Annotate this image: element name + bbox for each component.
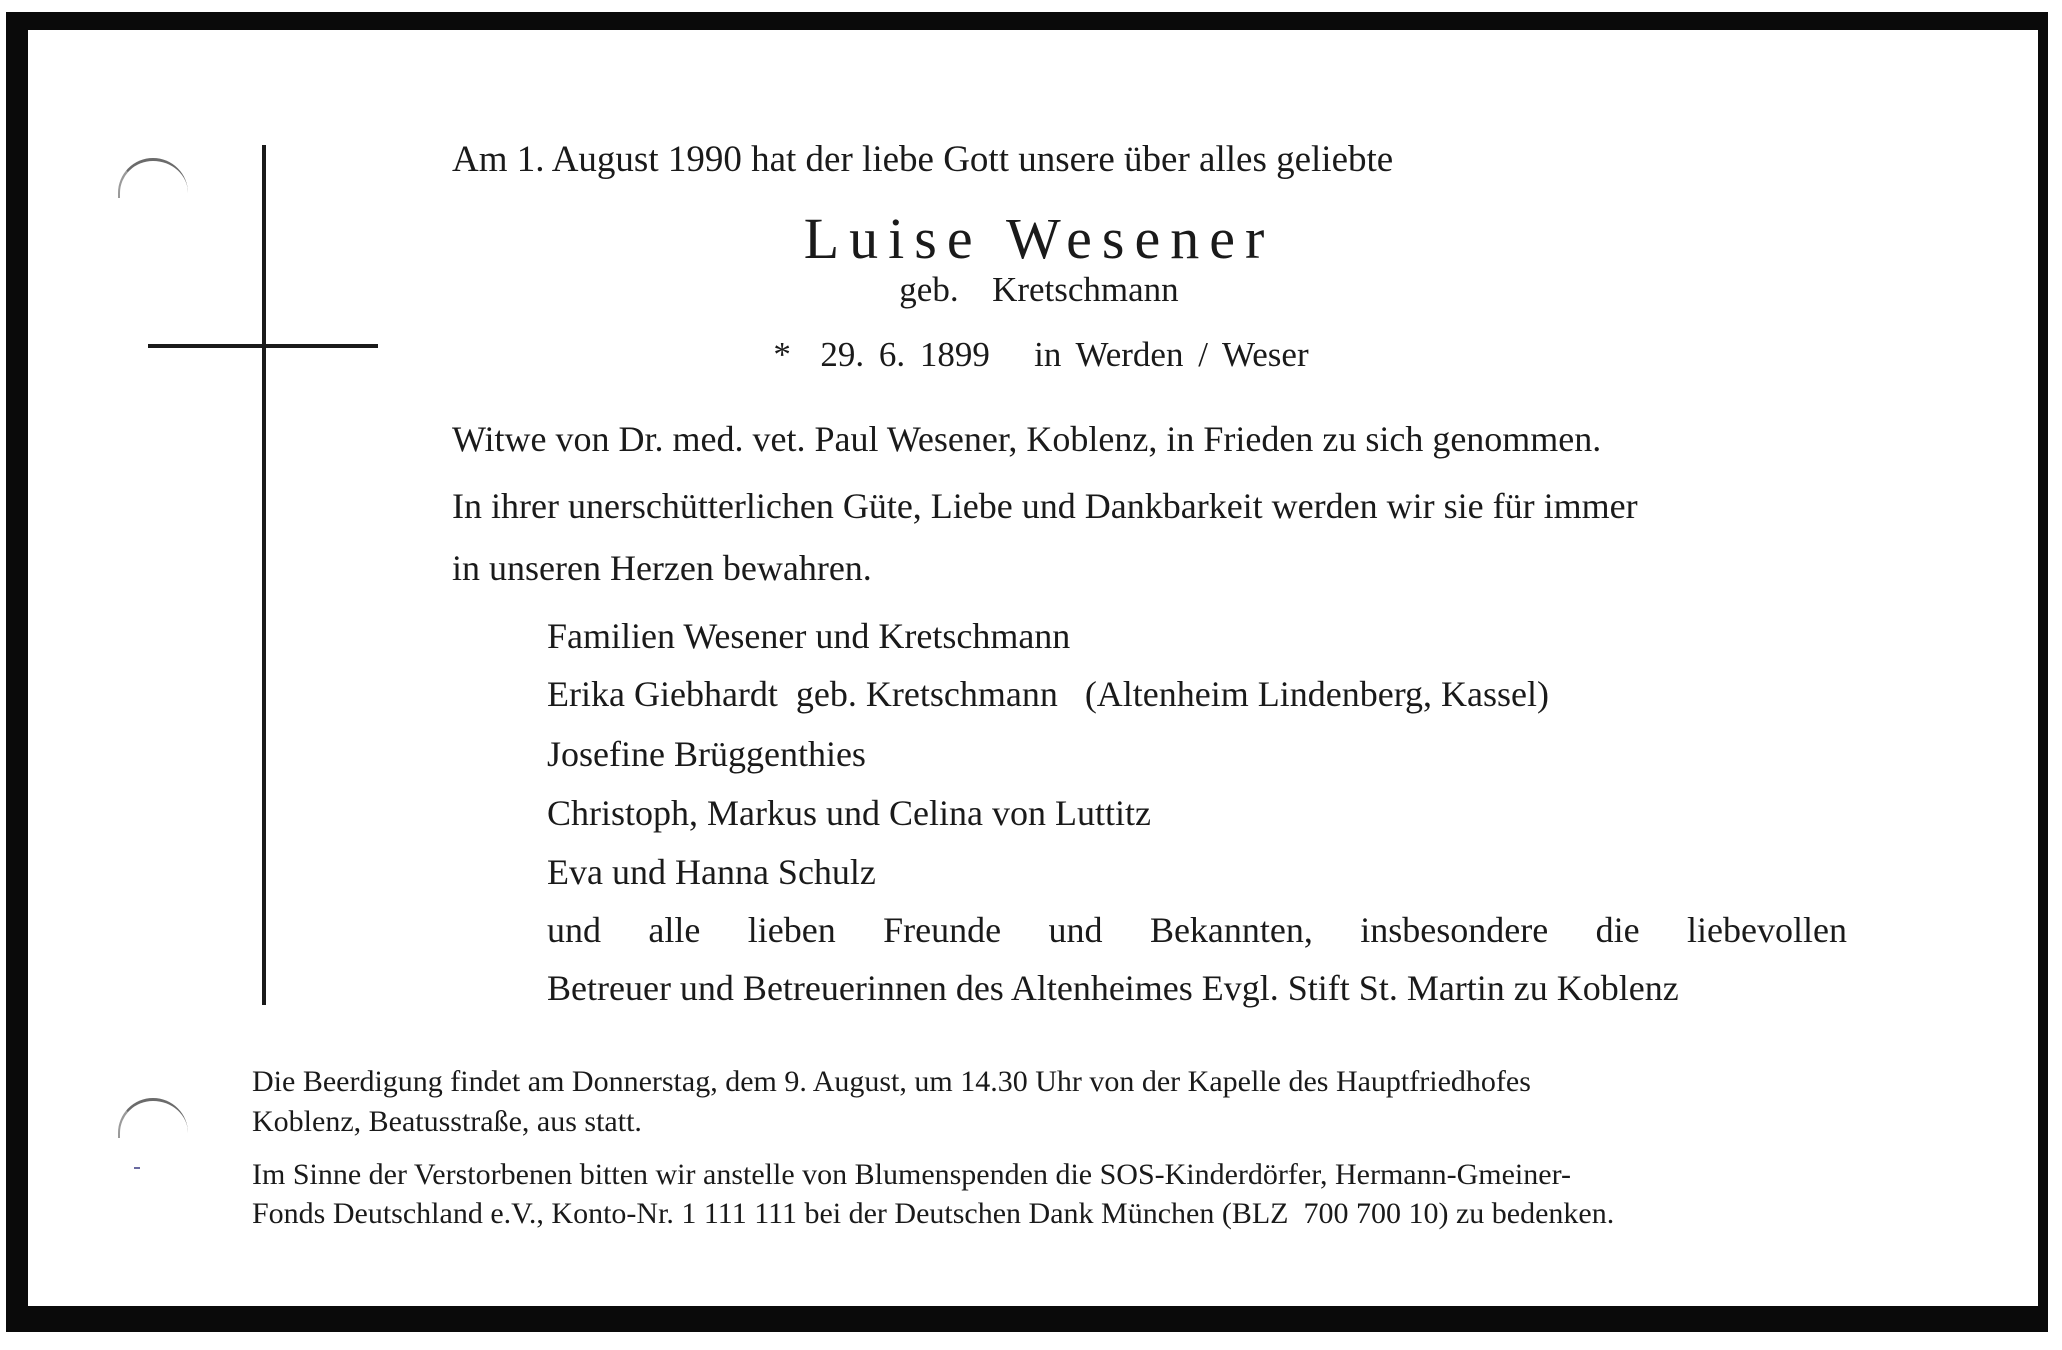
intro-text: Am 1. August 1990 hat der liebe Gott unsere über alles geliebte [452,139,1394,180]
birth-line: * 29. 6. 1899 in Werden / Weser [773,335,1309,374]
mourner-line: Erika Giebhardt geb. Kretschmann (Altenheim Lindenberg, Kassel) [547,674,1550,714]
donation-notice-line-1: Im Sinne der Verstorbenen bitten wir anstelle von Blumenspenden die SOS-Kinderdörfer, Hermann-Gmeiner- [252,1158,1571,1191]
donation-notice-line-2: Fonds Deutschland e.V., Konto-Nr. 1 111 111 bei der Deutschen Dank München (BLZ 700 700 10) zu bedenken. [252,1197,1615,1230]
mourner-line: Josefine Brüggenthies [547,734,866,774]
mourner-line: Eva und Hanna Schulz [547,852,876,892]
deceased-name: Luise Wesener [803,206,1275,271]
mourner-line: Familien Wesener und Kretschmann [547,616,1071,656]
remembrance-line-1: In ihrer unerschütterlichen Güte, Liebe und Dankbarkeit werden wir sie für immer [452,486,1638,526]
funeral-notice-line-2: Koblenz, Beatusstraße, aus statt. [252,1105,642,1138]
widow-paragraph: Witwe von Dr. med. vet. Paul Wesener, Koblenz, in Frieden zu sich genommen. [452,419,1602,459]
mourner-line: Betreuer und Betreuerinnen des Altenheimes Evgl. Stift St. Martin zu Koblenz [547,968,1679,1008]
mourner-line: und alle lieben Freunde und Bekannten, insbesondere die liebevollen [547,910,1847,950]
funeral-notice-line-1: Die Beerdigung findet am Donnerstag, dem 9. August, um 14.30 Uhr von der Kapelle des Hauptfriedhofes [252,1065,1531,1098]
maiden-name: geb. Kretschmann [899,270,1179,309]
remembrance-line-2: in unseren Herzen bewahren. [452,548,872,588]
mourner-line: Christoph, Markus und Celina von Luttitz [547,793,1151,833]
ink-speck [134,1167,140,1169]
